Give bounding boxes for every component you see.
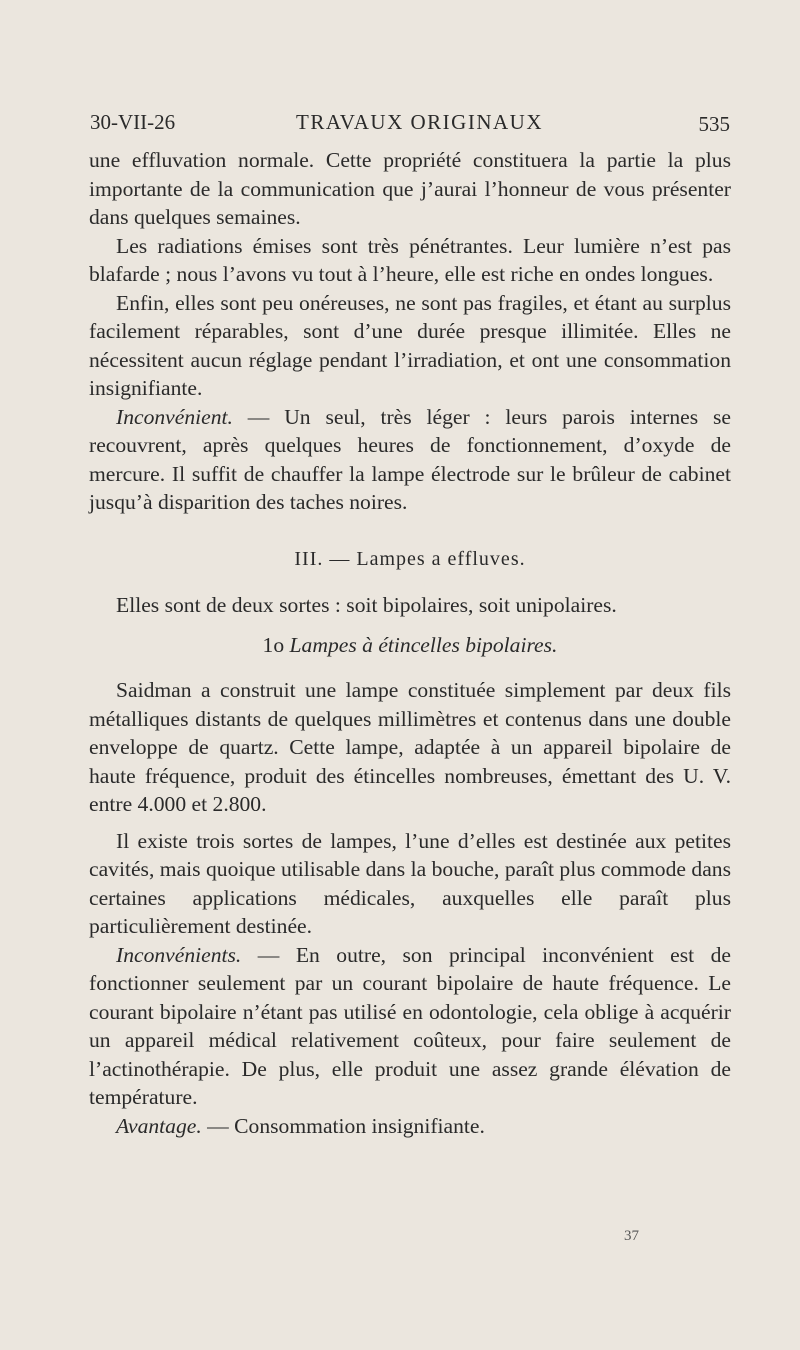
paragraph: Les radiations émises sont très pénétrantes. Leur lumière n’est pas blafarde ; nous l’avons vu tout à l’heure, elle est riche en ondes longues.: [89, 233, 731, 286]
paragraph: Elles sont de deux sortes : soit bipolaires, soit unipolaires.: [116, 593, 617, 617]
paragraph: Enfin, elles sont peu onéreuses, ne sont pas fragiles, et étant au surplus facilement réparables, sont d’une durée presque illimitée. Elles ne nécessitent aucun réglage pendant l’irradiation, et ont une consommation insignifiante.: [89, 290, 731, 400]
paragraph-label: Inconvénient.: [116, 404, 233, 429]
subsection-number: 1o: [262, 632, 285, 657]
text-body: [89, 146, 731, 1140]
page-number-header: 535: [698, 112, 730, 136]
subsection-title: [89, 631, 731, 660]
paragraph-text: — Un seul, très léger : leurs parois internes se recouvrent, après quelques heures de fonctionnement, d’oxyde de mercure. Il suffit de chauffer la lampe électrode sur le brûleur de cabinet jusqu’à disparition des taches noires.: [89, 404, 731, 514]
subsection-label: Lampes à étincelles bipolaires.: [289, 632, 558, 657]
header-journal-section: TRAVAUX ORIGINAUX: [296, 110, 543, 134]
paragraph: [89, 403, 731, 517]
paragraph: une effluvation normale. Cette propriété constituera la partie la plus importante de la communication que j’aurai l’honneur de vous présenter dans quelques semaines.: [89, 148, 731, 229]
paragraph-text: — En outre, son principal inconvénient est de fonctionner seulement par un courant bipolaire de haute fréquence. Le courant bipolaire n’étant pas utilisé en odontologie, cela oblige à acquérir un appareil médical relativement coûteux, pour faire seulement de l’actinothérapie. De plus, elle produit une assez grande élévation de température.: [89, 942, 731, 1109]
paragraph-text: — Consommation insignifiante.: [201, 1113, 485, 1138]
signature-mark: 37: [624, 1228, 639, 1244]
paragraph: Il existe trois sortes de lampes, l’une d’elles est destinée aux petites cavités, mais quoique utilisable dans la bouche, paraît plus commode dans certaines applications médicales, auxquelles elle paraît plus particulièrement destinée.: [89, 828, 731, 938]
paragraph: [89, 1112, 731, 1141]
paragraph-label: Inconvénients.: [116, 942, 242, 967]
section-title: III. — Lampes a effluves.: [294, 547, 526, 570]
header-date: 30-VII-26: [90, 110, 176, 134]
paragraph-label: Avantage.: [116, 1113, 202, 1138]
paragraph: Saidman a construit une lampe constituée simplement par deux fils métalliques distants de quelques millimètres et contenus dans une double enveloppe de quartz. Cette lampe, adaptée à un appareil bipolaire de haute fréquence, produit des étincelles nombreuses, émettant des U. V. entre 4.000 et 2.800.: [89, 678, 731, 816]
paragraph: [89, 941, 731, 1112]
